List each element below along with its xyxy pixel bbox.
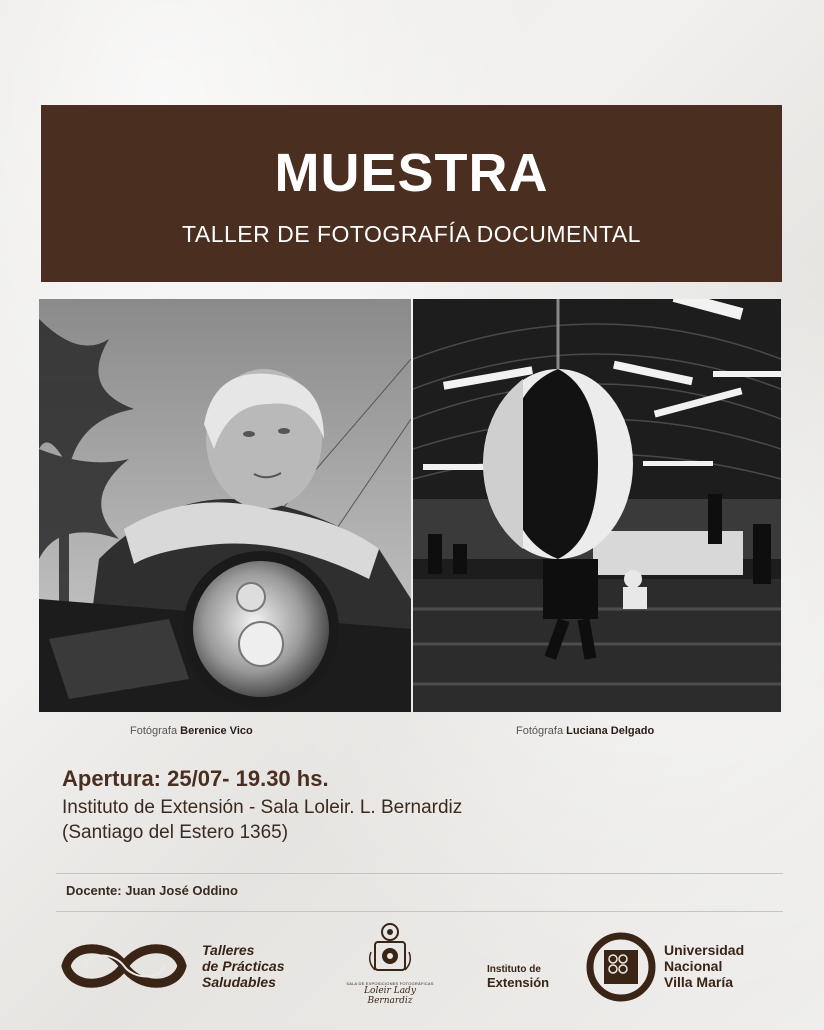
credit-name: Luciana Delgado xyxy=(566,725,655,737)
instituto-logo xyxy=(487,963,549,989)
photo-credit-right xyxy=(516,725,654,737)
talleres-line: de Prácticas xyxy=(202,958,285,974)
divider xyxy=(56,873,783,874)
sala-caption: SALA DE EXPOSICIONES FOTOGRÁFICAS xyxy=(346,981,434,986)
talleres-line: Talleres xyxy=(202,942,255,958)
instituto-line: Extensión xyxy=(487,975,550,990)
venue-name: Instituto de Extensión - Sala Loleir. L. Bernardiz xyxy=(62,797,463,818)
unvm-line: Villa María xyxy=(664,974,734,990)
venue-address: (Santiago del Estero 1365) xyxy=(62,822,289,843)
talleres-line: Saludables xyxy=(202,974,276,990)
talleres-logo-text xyxy=(202,942,285,990)
unvm-logo-text xyxy=(664,942,744,990)
unvm-line: Nacional xyxy=(664,958,723,974)
photo-boxing-gym xyxy=(413,299,781,712)
header-banner xyxy=(41,105,782,282)
credit-prefix: Fotógrafa xyxy=(516,725,564,737)
photo-credit-left xyxy=(130,725,253,737)
opening-datetime: Apertura: 25/07- 19.30 hs. xyxy=(62,766,329,791)
camera-emblem-icon xyxy=(365,922,415,974)
page-subtitle: TALLER DE FOTOGRAFÍA DOCUMENTAL xyxy=(182,221,641,247)
sala-logo xyxy=(343,922,437,1006)
instituto-line: Instituto de xyxy=(487,964,541,975)
page-title: MUESTRA xyxy=(274,143,549,203)
sala-signature: Loleir Lady Bernardiz xyxy=(364,986,416,1006)
unvm-line: Universidad xyxy=(664,942,745,958)
credit-prefix: Fotógrafa xyxy=(130,725,178,737)
infinity-logo-icon xyxy=(54,938,194,994)
credit-name: Berenice Vico xyxy=(180,725,253,737)
unvm-logo-icon xyxy=(586,932,656,1002)
divider xyxy=(56,911,783,912)
docente-label: Docente: Juan José Oddino xyxy=(66,883,238,898)
photo-woman-scooter xyxy=(39,299,411,712)
